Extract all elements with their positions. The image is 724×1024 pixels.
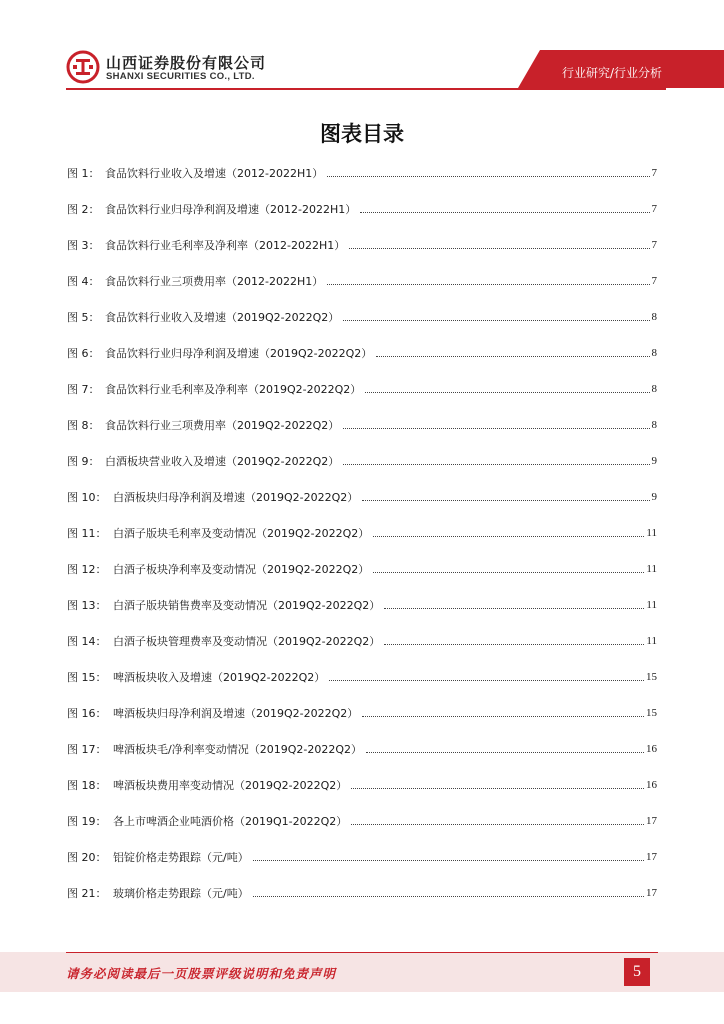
toc-page-number: 17 <box>646 851 657 863</box>
toc-leader-dots <box>365 391 649 393</box>
toc-figure-number: 图 18： <box>67 779 107 792</box>
toc-page-number: 9 <box>651 491 657 503</box>
toc-page-number: 8 <box>651 347 657 359</box>
toc-page-number: 8 <box>651 383 657 395</box>
toc-entry[interactable] <box>67 342 657 364</box>
toc-page-number: 16 <box>646 743 657 755</box>
toc-figure-number: 图 8： <box>67 419 100 432</box>
toc-entry[interactable] <box>67 486 657 508</box>
toc-entry[interactable] <box>67 306 657 328</box>
toc-leader-dots <box>327 175 649 177</box>
toc-entry[interactable] <box>67 810 657 832</box>
toc-entry[interactable] <box>67 738 657 760</box>
toc-entry[interactable] <box>67 558 657 580</box>
toc-entry[interactable] <box>67 270 657 292</box>
toc-figure-title: 啤酒板块费用率变动情况（2019Q2-2022Q2） <box>113 779 348 792</box>
toc-page-number: 17 <box>646 887 657 899</box>
toc-entry[interactable] <box>67 450 657 472</box>
toc-page-number: 15 <box>646 671 657 683</box>
toc-page-number: 7 <box>651 275 657 287</box>
section-label: 行业研究/行业分析 <box>561 66 662 80</box>
toc-entry[interactable] <box>67 414 657 436</box>
toc-figure-number: 图 21： <box>67 887 107 900</box>
toc-figure-title: 食品饮料行业毛利率及净利率（2012-2022H1） <box>105 239 346 252</box>
toc-figure-title: 食品饮料行业三项费用率（2019Q2-2022Q2） <box>105 419 340 432</box>
toc-leader-dots <box>362 499 649 501</box>
toc-leader-dots <box>366 751 644 753</box>
toc-figure-number: 图 6： <box>67 347 100 360</box>
toc-page-number: 17 <box>646 815 657 827</box>
toc-figure-title: 白酒板块归母净利润及增速（2019Q2-2022Q2） <box>113 491 359 504</box>
toc-leader-dots <box>373 571 644 573</box>
page-header <box>0 0 724 100</box>
toc-page-number: 9 <box>651 455 657 467</box>
toc-entry[interactable] <box>67 234 657 256</box>
toc-page-number: 11 <box>646 527 657 539</box>
toc-page-number: 11 <box>646 563 657 575</box>
toc-figure-number: 图 20： <box>67 851 107 864</box>
header-divider <box>66 88 666 90</box>
toc-figure-title: 各上市啤酒企业吨酒价格（2019Q1-2022Q2） <box>113 815 348 828</box>
toc-leader-dots <box>384 607 644 609</box>
toc-figure-title: 白酒子版块毛利率及变动情况（2019Q2-2022Q2） <box>113 527 370 540</box>
toc-leader-dots <box>329 679 644 681</box>
toc-page-number: 7 <box>651 239 657 251</box>
toc-figure-number: 图 2： <box>67 203 100 216</box>
toc-leader-dots <box>253 895 644 897</box>
toc-leader-dots <box>343 319 649 321</box>
toc-page-number: 16 <box>646 779 657 791</box>
company-logo-icon <box>66 50 100 84</box>
toc-leader-dots <box>351 823 644 825</box>
toc-figure-title: 食品饮料行业收入及增速（2019Q2-2022Q2） <box>105 311 340 324</box>
toc-entry[interactable] <box>67 378 657 400</box>
toc-figure-number: 图 7： <box>67 383 100 396</box>
toc-figure-number: 图 13： <box>67 599 107 612</box>
toc-entry[interactable] <box>67 522 657 544</box>
toc-figure-title: 食品饮料行业收入及增速（2012-2022H1） <box>105 167 324 180</box>
toc-figure-title: 白酒子版块销售费率及变动情况（2019Q2-2022Q2） <box>113 599 381 612</box>
toc-leader-dots <box>360 211 649 213</box>
toc-figure-title: 白酒子板块净利率及变动情况（2019Q2-2022Q2） <box>113 563 370 576</box>
toc-entry[interactable] <box>67 594 657 616</box>
toc-figure-number: 图 19： <box>67 815 107 828</box>
toc-figure-number: 图 3： <box>67 239 100 252</box>
toc-figure-title: 铝锭价格走势跟踪（元/吨） <box>113 851 249 864</box>
toc-leader-dots <box>373 535 644 537</box>
toc-entry[interactable] <box>67 666 657 688</box>
toc-leader-dots <box>327 283 649 285</box>
toc-figure-number: 图 10： <box>67 491 107 504</box>
toc-entry[interactable] <box>67 702 657 724</box>
toc-leader-dots <box>343 427 649 429</box>
toc-figure-number: 图 15： <box>67 671 107 684</box>
footer-disclaimer: 请务必阅读最后一页股票评级说明和免责声明 <box>66 966 337 981</box>
toc-entry[interactable] <box>67 846 657 868</box>
toc-page-number: 15 <box>646 707 657 719</box>
page-number: 5 <box>624 958 650 986</box>
toc-page-number: 11 <box>646 599 657 611</box>
toc-figure-title: 啤酒板块收入及增速（2019Q2-2022Q2） <box>113 671 326 684</box>
toc-page-number: 8 <box>651 419 657 431</box>
toc-leader-dots <box>376 355 649 357</box>
toc-entry[interactable] <box>67 198 657 220</box>
toc-page-number: 7 <box>651 167 657 179</box>
toc-figure-number: 图 9： <box>67 455 100 468</box>
toc-entry[interactable] <box>67 774 657 796</box>
page-title: 图表目录 <box>320 122 404 146</box>
toc-figure-number: 图 4： <box>67 275 100 288</box>
toc-leader-dots <box>351 787 644 789</box>
toc-entry[interactable] <box>67 630 657 652</box>
toc-figure-title: 食品饮料行业三项费用率（2012-2022H1） <box>105 275 324 288</box>
toc-entry[interactable] <box>67 162 657 184</box>
toc-figure-title: 啤酒板块归母净利润及增速（2019Q2-2022Q2） <box>113 707 359 720</box>
toc-figure-number: 图 11： <box>67 527 107 540</box>
footer-divider <box>66 952 658 953</box>
toc-figure-title: 食品饮料行业归母净利润及增速（2019Q2-2022Q2） <box>105 347 373 360</box>
toc-leader-dots <box>343 463 649 465</box>
toc-figure-number: 图 17： <box>67 743 107 756</box>
toc-leader-dots <box>253 859 644 861</box>
toc-figure-number: 图 16： <box>67 707 107 720</box>
toc-figure-number: 图 12： <box>67 563 107 576</box>
toc-figure-number: 图 5： <box>67 311 100 324</box>
company-name-en: SHANXI SECURITIES CO., LTD. <box>106 71 255 82</box>
toc-figure-number: 图 1： <box>67 167 100 180</box>
toc-page-number: 8 <box>651 311 657 323</box>
toc-figure-title: 玻璃价格走势跟踪（元/吨） <box>113 887 249 900</box>
toc-leader-dots <box>362 715 644 717</box>
company-name-cn: 山西证券股份有限公司 <box>106 54 267 72</box>
toc-figure-number: 图 14： <box>67 635 107 648</box>
toc-page-number: 7 <box>651 203 657 215</box>
toc-figure-title: 白酒子板块管理费率及变动情况（2019Q2-2022Q2） <box>113 635 381 648</box>
toc-figure-title: 食品饮料行业毛利率及净利率（2019Q2-2022Q2） <box>105 383 362 396</box>
toc-figure-title: 啤酒板块毛/净利率变动情况（2019Q2-2022Q2） <box>113 743 362 756</box>
toc-figure-title: 食品饮料行业归母净利润及增速（2012-2022H1） <box>105 203 357 216</box>
toc-leader-dots <box>349 247 649 249</box>
toc-entry[interactable] <box>67 882 657 904</box>
toc-page-number: 11 <box>646 635 657 647</box>
toc-leader-dots <box>384 643 644 645</box>
toc-figure-title: 白酒板块营业收入及增速（2019Q2-2022Q2） <box>105 455 340 468</box>
